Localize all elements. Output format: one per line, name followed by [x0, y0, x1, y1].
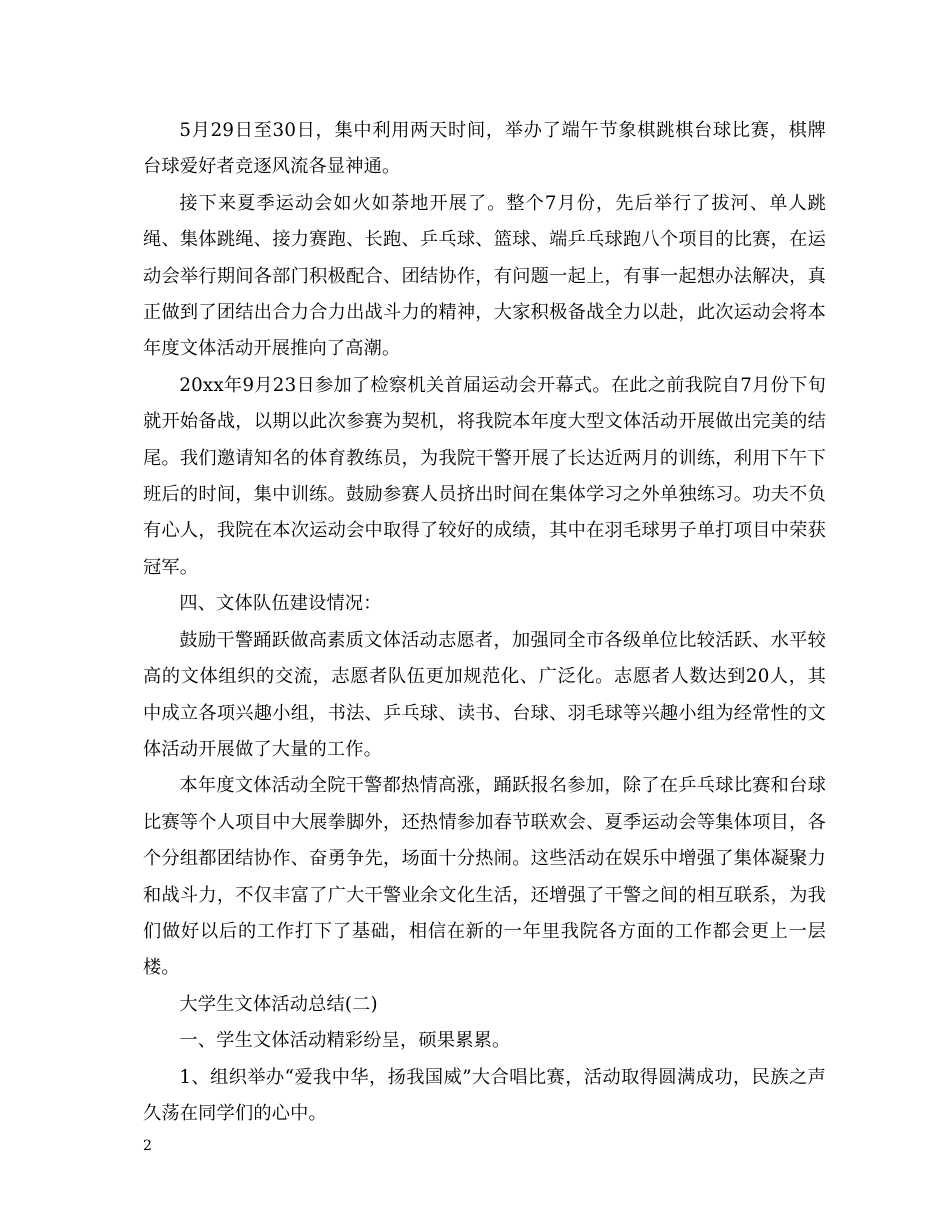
paragraph-annual-summary: 本年度文体活动全院干警都热情高涨，踊跃报名参加，除了在乒乓球比赛和台球比赛等个人项目中大展拳脚外，还热情参加春节联欢会、夏季运动会等集体项目，各个分组都团结协作、奋勇争先，场面十分热闹。这些活动在娱乐中增强了集体凝聚力和战斗力，不仅丰富了广大干警业余文化生活，还增强了干警之间的相互联系，为我们做好以后的工作打下了基础，相信在新的一年里我院各方面的工作都会更上一层楼。 — [143, 775, 826, 979]
section-title-summary-two: 大学生文体活动总结(二) — [179, 993, 378, 1015]
paragraph-dragon-boat-contest: 5月29日至30日，集中利用两天时间，举办了端午节象棋跳棋台球比赛，棋牌台球爱好者竞逐风流各显神通。 — [143, 120, 826, 178]
page-number: 2 — [143, 1138, 152, 1154]
paragraph-summer-sports-meet: 接下来夏季运动会如火如荼地开展了。整个7月份，先后举行了拔河、单人跳绳、集体跳绳、接力赛跑、长跑、乒乓球、篮球、端乒乓球跑八个项目的比赛，在运动会举行期间各部门积极配合、团结协作，有问题一起上，有事一起想办法解决，真正做到了团结出合力合力出战斗力的精神，大家积极备战全力以赴，此次运动会将本年度文体活动开展推向了高潮。 — [143, 192, 826, 360]
section-heading-team-building: 四、文体队伍建设情况： — [179, 593, 382, 615]
paragraph-volunteers: 鼓励干警踊跃做高素质文体活动志愿者，加强同全市各级单位比较活跃、水平较高的文体组织的交流，志愿者队伍更加规范化、广泛化。志愿者人数达到20人，其中成立各项兴趣小组，书法、乒乓球、读书、台球、羽毛球等兴趣小组为经常性的文体活动开展做了大量的工作。 — [143, 629, 826, 760]
paragraph-chorus-contest: 1、组织举办“爱我中华，扬我国威”大合唱比赛，活动取得圆满成功，民族之声久荡在同学们的心中。 — [143, 1066, 826, 1124]
document-body — [143, 113, 826, 1132]
paragraph-procuratorate-games: 20xx年9月23日参加了检察机关首届运动会开幕式。在此之前我院自7月份下旬就开始备战，以期以此次参赛为契机，将我院本年度大型文体活动开展做出完美的结尾。我们邀请知名的体育教练员，为我院干警开展了长达近两月的训练，利用下午下班后的时间，集中训练。鼓励参赛人员挤出时间在集体学习之外单独练习。功夫不负有心人，我院在本次运动会中取得了较好的成绩，其中在羽毛球男子单打项目中荣获冠军。 — [143, 374, 826, 578]
section-heading-student-activities: 一、学生文体活动精彩纷呈，硕果累累。 — [179, 1030, 511, 1052]
